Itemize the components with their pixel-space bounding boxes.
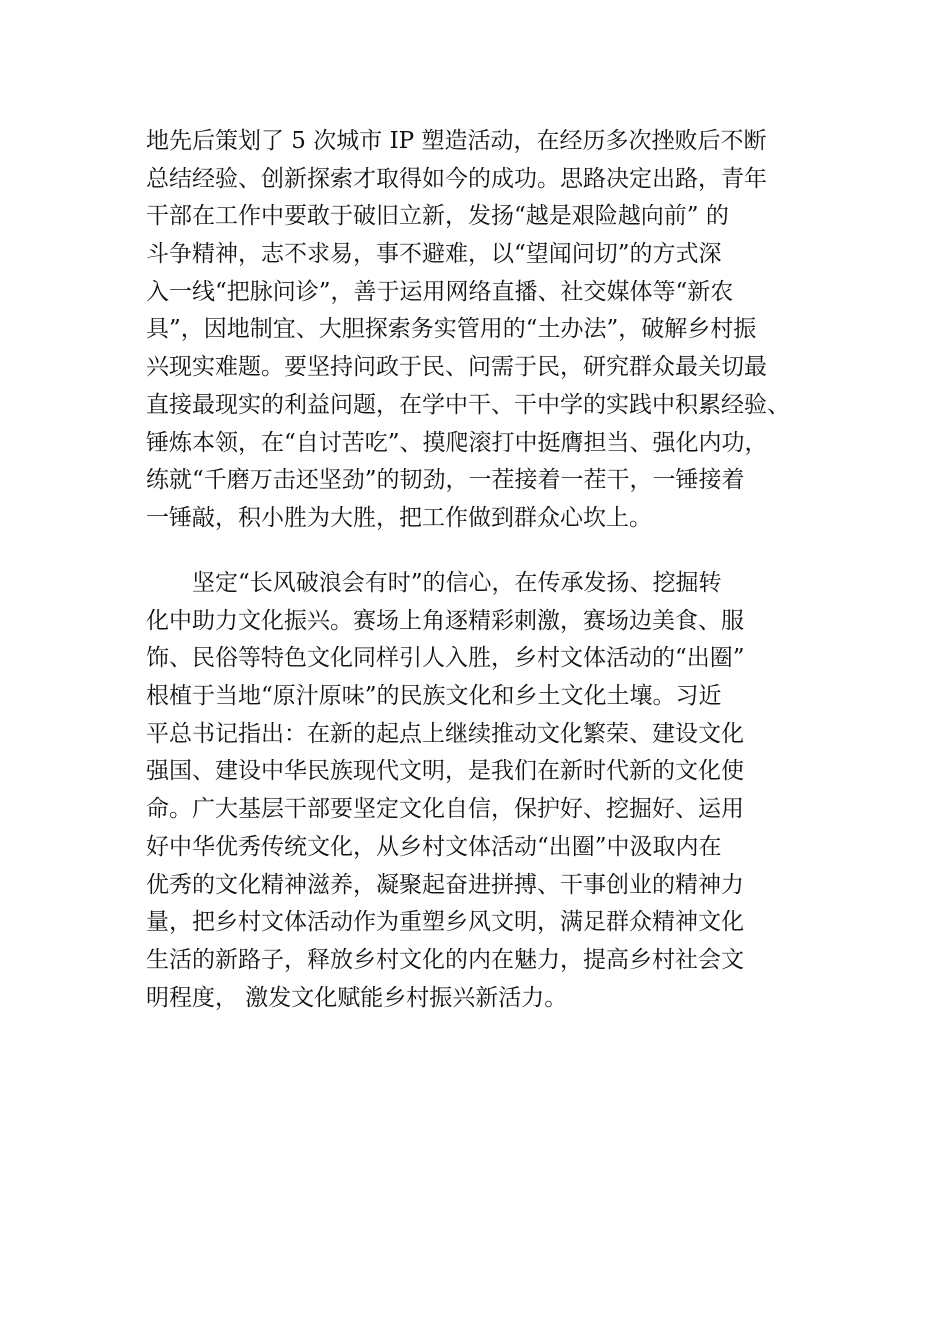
text-line: 量，把乡村文体活动作为重塑乡风文明，满足群众精神文化 [146, 909, 744, 936]
text-line-indented: 坚定“长风破浪会有时”的信心，在传承发扬、挖掘转 [192, 570, 722, 596]
text-line: 锤炼本领，在“自讨苦吃”、摸爬滚打中挺膺担当、强化内功， [146, 429, 768, 456]
text-line: 一锤敲，积小胜为大胜，把工作做到群众心坎上。 [146, 504, 652, 531]
text-line: 饰、民俗等特色文化同样引人入胜，乡村文体活动的“出圈” [146, 645, 745, 672]
text-line: 直接最现实的利益问题，在学中干、干中学的实践中积累经验、 [146, 391, 790, 418]
text-line: 优秀的文化精神滋养，凝聚起奋进拼搏、干事创业的精神力 [146, 871, 744, 898]
text-line: 生活的新路子，释放乡村文化的内在魅力，提高乡村社会文 [146, 946, 744, 973]
text-line: 平总书记指出：在新的起点上继续推动文化繁荣、建设文化 [146, 720, 744, 747]
text-line: 总结经验、创新探索才取得如今的成功。思路决定出路，青年 [146, 165, 767, 192]
text-line: 地先后策划了 5 次城市 IP 塑造活动，在经历多次挫败后不断 [146, 128, 767, 154]
text-line: 具”，因地制宜、大胆探索务实管用的“土办法”，破解乡村振 [146, 316, 757, 343]
paragraph-cultural-revitalization [146, 565, 745, 1017]
text-line: 明程度， 激发文化赋能乡村振兴新活力。 [146, 984, 568, 1011]
text-line: 斗争精神，志不求易，事不避难，以“望闻问切”的方式深 [146, 241, 722, 268]
text-line: 入一线“把脉问诊”，善于运用网络直播、社交媒体等“新农 [146, 278, 734, 305]
text-line: 兴现实难题。要坚持问政于民、问需于民，研究群众最关切最 [146, 354, 767, 381]
text-line: 好中华优秀传统文化，从乡村文体活动“出圈”中汲取内在 [146, 833, 722, 860]
text-line: 强国、建设中华民族现代文明，是我们在新时代新的文化使 [146, 758, 744, 785]
text-line: 练就“千磨万击还坚劲”的韧劲，一茬接着一茬干，一锤接着 [146, 467, 745, 494]
text-line: 命。广大基层干部要坚定文化自信，保护好、挖掘好、运用 [146, 796, 744, 823]
text-line: 根植于当地“原汁原味”的民族文化和乡土文化土壤。习近 [146, 683, 722, 710]
paragraph-continuation [146, 123, 790, 538]
text-line: 化中助力文化振兴。赛场上角逐精彩刺激，赛场边美食、服 [146, 607, 744, 634]
text-line: 干部在工作中要敢于破旧立新，发扬“越是艰险越向前” 的 [146, 203, 729, 230]
